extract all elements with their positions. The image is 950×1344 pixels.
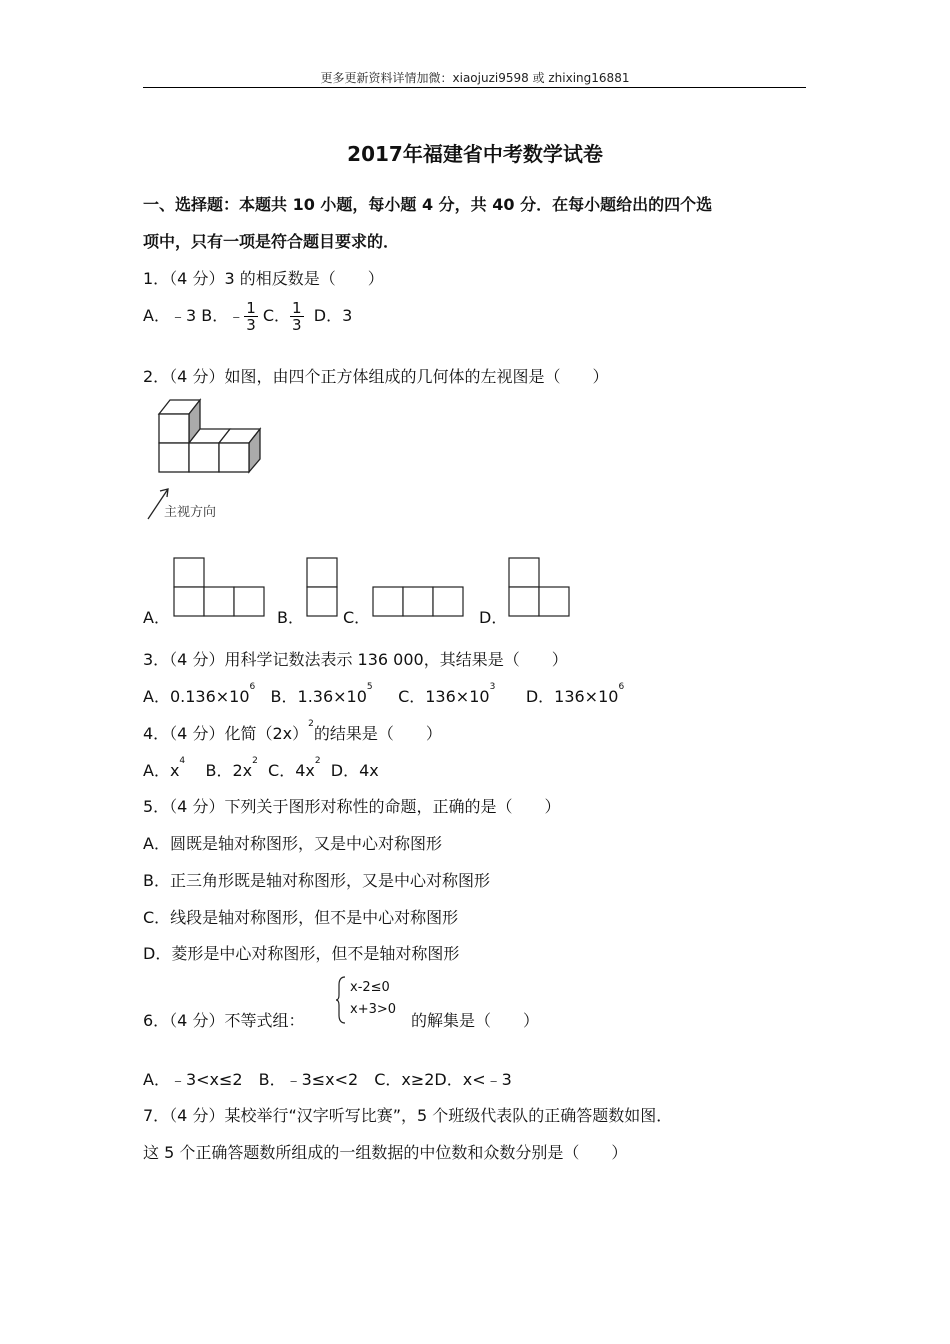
q2-option-a-label: A．: [143, 608, 170, 627]
q1-option-c: [262, 299, 309, 334]
q2-solid-figure: [140, 392, 270, 528]
q6-inequality-1: x-2≤0: [350, 980, 390, 995]
q1-option-c-prefix: C．: [262, 306, 291, 325]
question-5-stem: 5．（4 分）下列关于图形对称性的命题，正确的是（ ）: [143, 797, 561, 816]
q5-option-c: C．线段是轴对称图形，但不是中心对称图形: [143, 908, 459, 927]
q3-option-c: C．$136\times 10^3$: [398, 682, 496, 706]
q2-option-c-figure: [371, 585, 466, 618]
question-7-line1: 7．（4 分）某校举行“汉字听写比赛”，5 个班级代表队的正确答题数如图．: [143, 1106, 673, 1125]
q1-fraction-b: [244, 300, 258, 333]
question-3-options: [143, 684, 624, 707]
q1-option-b-prefix: B．﹣: [201, 306, 245, 325]
q6-brace: [335, 975, 347, 1025]
q6-stem-prefix: 6．（4 分）不等式组：: [143, 1011, 305, 1030]
q2-option-d-label: D．: [479, 608, 508, 627]
header-divider: [143, 87, 806, 88]
page-header: 更多更新资料详情加微：xiaojuzi9598 或 zhixing16881: [320, 71, 630, 85]
q5-option-d: D．菱形是中心对称图形，但不是轴对称图形: [143, 944, 460, 963]
q2-option-a-figure: [172, 556, 267, 618]
q1-fraction-b-numerator: 1: [246, 299, 256, 317]
q1-option-a: A．﹣3: [143, 306, 197, 325]
question-1-stem: 1．（4 分）3 的相反数是（ ）: [143, 269, 384, 288]
q1-fraction-b-denominator: 3: [246, 316, 256, 334]
q3-option-b: B．$1.36\times 10^5$: [270, 682, 373, 706]
question-1-options: [143, 300, 352, 333]
q1-fraction-c-denominator: 3: [292, 316, 302, 334]
q1-option-b: [201, 299, 263, 334]
section-heading-line2: 项中，只有一项是符合题目要求的．: [143, 232, 400, 251]
q4-option-b: B．$2x^2$: [205, 756, 258, 780]
q1-fraction-c: [290, 300, 304, 333]
q3-option-a: A．$0.136\times 10^6$: [143, 682, 256, 706]
question-4-options: [143, 758, 379, 781]
q6-inequality-2: x+3>0: [350, 1002, 397, 1017]
q6-stem-suffix: 的解集是（ ）: [411, 1011, 540, 1030]
question-3-stem: 3．（4 分）用科学记数法表示 136 000，其结果是（ ）: [143, 650, 568, 669]
q2-view-direction-label: 主视方向: [164, 505, 217, 520]
q4-option-c: C．$4x^2$: [268, 756, 321, 780]
section-heading-line1: 一、选择题：本题共 10 小题，每小题 4 分，共 40 分．在每小题给出的四个选: [143, 195, 713, 214]
question-4-stem: 4．（4 分）化简$(2x)^2$的结果是（ ）: [143, 719, 442, 743]
q5-option-b: B．正三角形既是轴对称图形，又是中心对称图形: [143, 871, 490, 890]
question-2-stem: 2．（4 分）如图，由四个正方体组成的几何体的左视图是（ ）: [143, 367, 609, 386]
q4-option-d: D．4x: [330, 761, 379, 780]
page-title: 2017年福建省中考数学试卷: [347, 142, 603, 166]
q2-option-d-figure: [507, 556, 572, 618]
q6-inequality-system: [350, 977, 396, 1021]
q1-fraction-c-numerator: 1: [292, 299, 302, 317]
q1-option-d: D．3: [313, 306, 353, 325]
q2-option-c-label: C．: [343, 608, 371, 627]
q4-option-a: A．$x^4$: [143, 756, 186, 780]
q2-option-b-figure: [305, 556, 341, 618]
q2-option-b-label: B．: [277, 608, 304, 627]
q6-options: A．﹣3<x≤2 B．﹣3≤x<2 C．x≥2D．x<﹣3: [143, 1070, 512, 1089]
question-7-line2: 这 5 个正确答题数所组成的一组数据的中位数和众数分别是（ ）: [143, 1143, 628, 1162]
q5-option-a: A．圆既是轴对称图形，又是中心对称图形: [143, 834, 442, 853]
q3-option-d: D．$136\times 10^6$: [525, 682, 625, 706]
